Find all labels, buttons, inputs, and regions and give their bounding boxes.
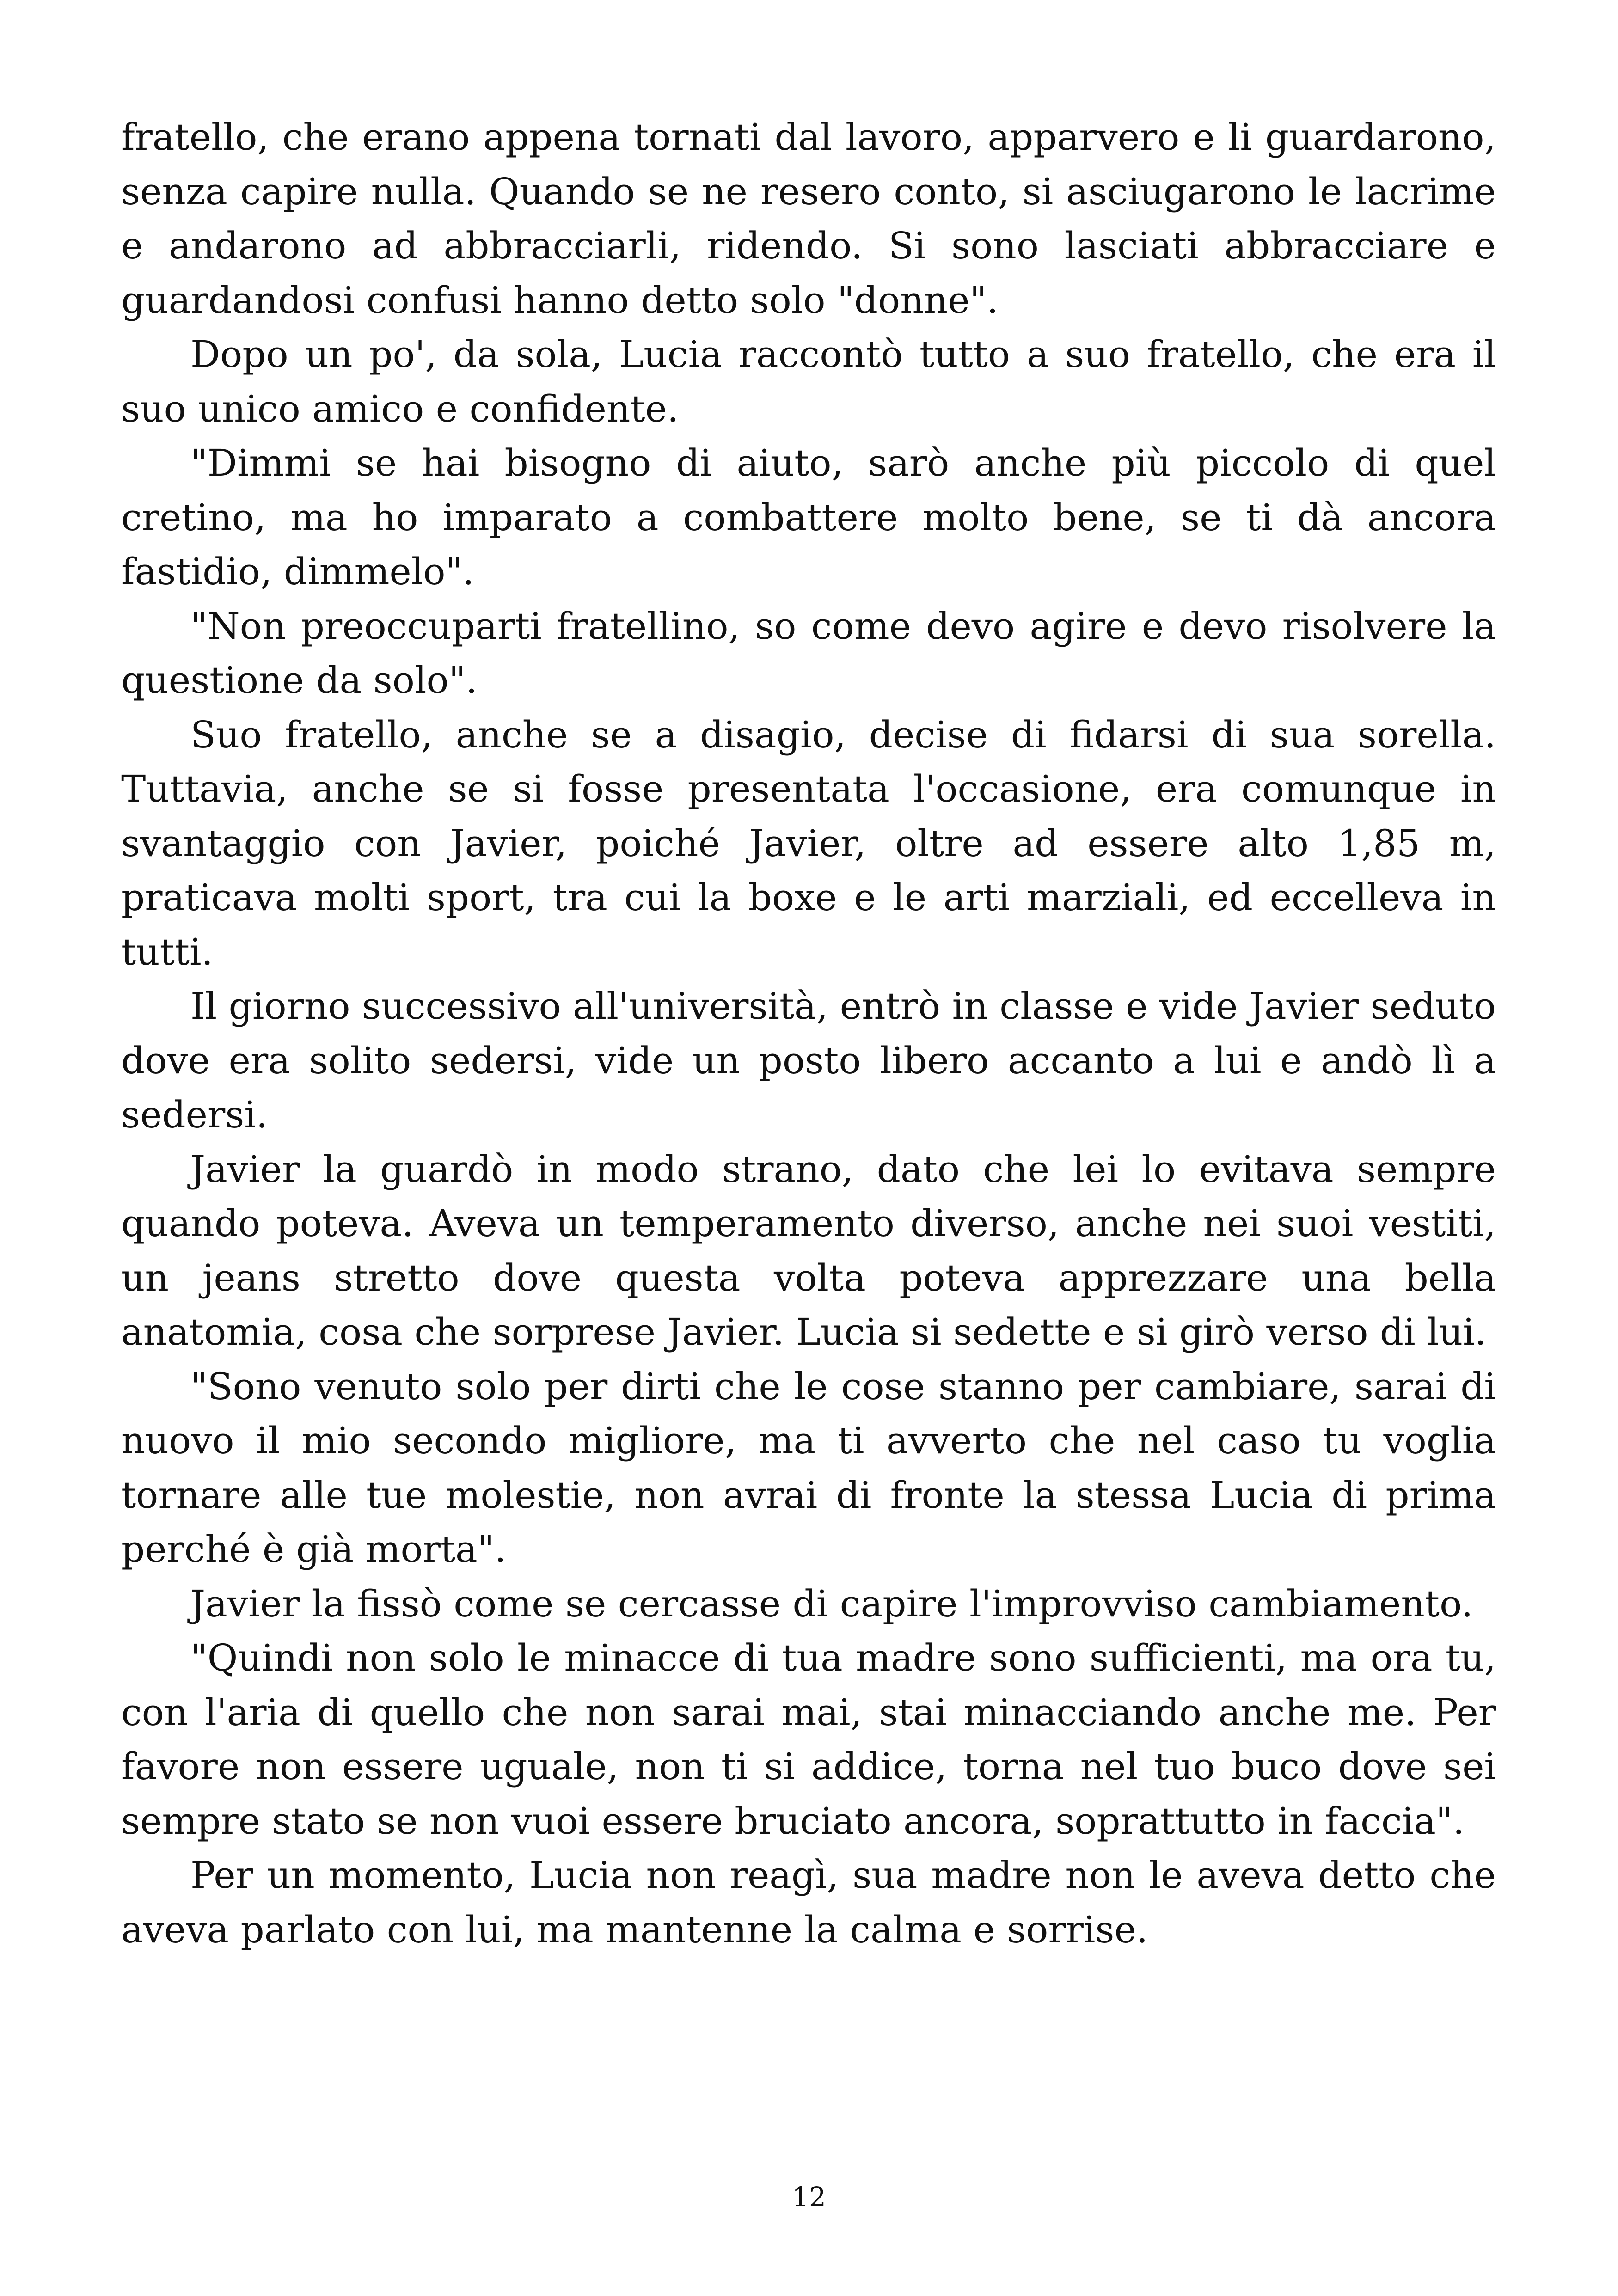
paragraph: Dopo un po', da sola, Lucia raccontò tutto a suo fratello, che era il suo unico amico e confidente. bbox=[121, 333, 1496, 430]
paragraph: Javier la guardò in modo strano, dato che lei lo evitava sempre quando poteva. Aveva un temperamento diverso, anche nei suoi vestiti, un jeans stretto dove questa volta poteva apprezzare una bella anatomia, cosa che sorprese Javier. Lucia si sedette e si girò verso di lui. bbox=[121, 1147, 1496, 1353]
paragraph-dialogue: "Sono venuto solo per dirti che le cose stanno per cambiare, sarai di nuovo il mio secondo migliore, ma ti avverto che nel caso tu voglia tornare alle tue molestie, non avrai di fronte la stessa Lucia di prima perché è già morta". bbox=[121, 1365, 1496, 1571]
paragraph: Il giorno successivo all'università, entrò in classe e vide Javier seduto dove era solito sedersi, vide un posto libero accanto a lui e andò lì a sedersi. bbox=[121, 985, 1496, 1136]
paragraph-dialogue: "Non preoccuparti fratellino, so come devo agire e devo risolvere la questione da solo". bbox=[121, 604, 1496, 702]
paragraph: Suo fratello, anche se a disagio, decise di fidarsi di sua sorella. Tuttavia, anche se si fosse presentata l'occasione, era comunque in svantaggio con Javier, poiché Javier, oltre ad essere alto 1,85 m, praticava molti sport, tra cui la boxe e le arti marziali, ed eccelleva in tutti. bbox=[121, 713, 1496, 974]
paragraph-dialogue: "Dimmi se hai bisogno di aiuto, sarò anche più piccolo di quel cretino, ma ho imparato a combattere molto bene, se ti dà ancora fastidio, dimmelo". bbox=[121, 441, 1496, 593]
page-number: 12 bbox=[792, 2181, 826, 2213]
body-text bbox=[121, 110, 1496, 1957]
paragraph-continuation: fratello, che erano appena tornati dal lavoro, apparvero e li guardarono, senza capire nulla. Quando se ne resero conto, si asciugarono le lacrime e andarono ad abbracciarli, ridendo. Si sono lasciati abbracciare e guardandosi confusi hanno detto solo "donne". bbox=[121, 116, 1496, 322]
paragraph: Javier la fissò come se cercasse di capire l'improvviso cambiamento. bbox=[190, 1582, 1473, 1625]
paragraph-dialogue: "Quindi non solo le minacce di tua madre sono sufficienti, ma ora tu, con l'aria di quello che non sarai mai, stai minacciando anche me. Per favore non essere uguale, non ti si addice, torna nel tuo buco dove sei sempre stato se non vuoi essere bruciato ancora, soprattutto in faccia". bbox=[121, 1636, 1496, 1843]
paragraph: Per un momento, Lucia non reagì, sua madre non le aveva detto che aveva parlato con lui, ma mantenne la calma e sorrise. bbox=[121, 1854, 1496, 1951]
